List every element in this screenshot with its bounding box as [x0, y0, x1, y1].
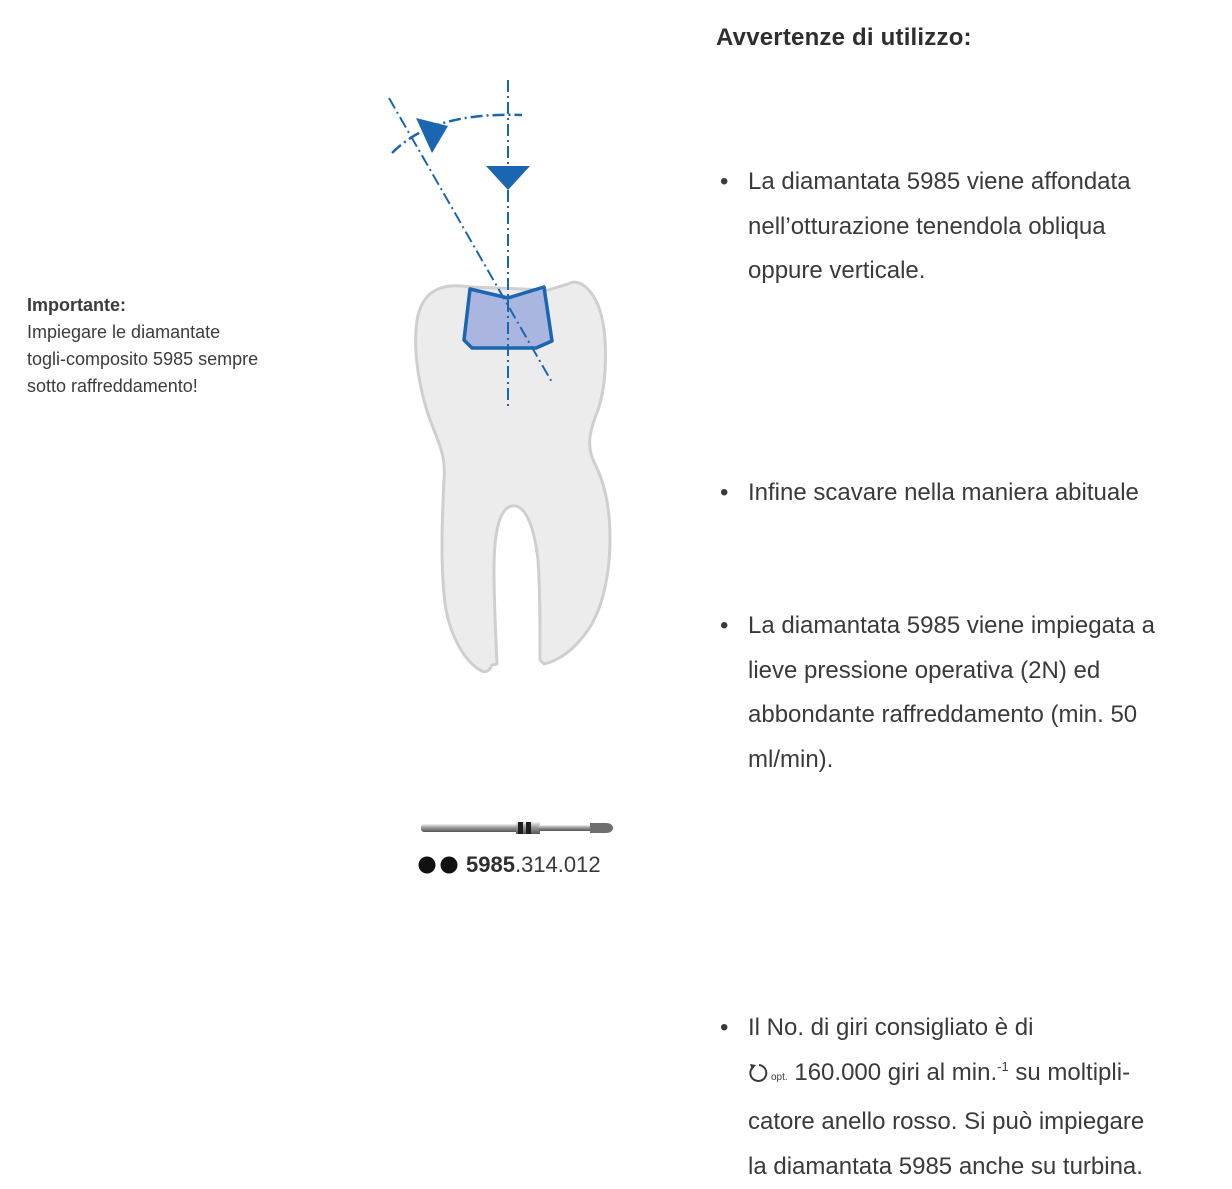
usage-list: [716, 52, 1216, 1180]
bullet-3-line-3: abbondante raffreddamento (min. 50: [748, 701, 1138, 728]
product-code-rest: .314.012: [514, 852, 601, 877]
important-title: Importante:: [27, 295, 126, 315]
rotation-arc: [392, 115, 522, 153]
bullet-item-4: [716, 1006, 1216, 1189]
bur-instrument-image: [420, 818, 615, 842]
grit-dots-icon: [418, 856, 460, 874]
usage-heading: Avvertenze di utilizzo:: [716, 24, 972, 51]
product-code: [418, 852, 601, 878]
rotation-icon: [748, 1062, 770, 1084]
bullet-item-2: [716, 471, 1216, 516]
bullet-4-line-4: la diamantata 5985 anche su turbina.: [748, 1152, 1143, 1180]
bullet-dot: •: [720, 1014, 729, 1041]
important-line-2: togli-composito 5985 sempre: [27, 349, 259, 369]
bullet-4-line-1: Il No. di giri consigliato è di: [748, 1014, 1034, 1041]
bullet-item-3: [716, 604, 1216, 782]
opt-label: opt.: [771, 1071, 788, 1083]
product-code-main: 5985: [466, 852, 515, 877]
down-arrowhead-icon: [486, 166, 530, 190]
speed-tail: su moltipli-: [1008, 1058, 1131, 1086]
bullet-1-line-3: oppure verticale.: [748, 257, 926, 284]
bullet-item-1: [716, 160, 1216, 294]
bullet-3-line-2: lieve pressione operativa (2N) ed: [748, 656, 1101, 684]
bullet-dot: •: [720, 478, 729, 506]
bullet-3-line-1: La diamantata 5985 viene impiegata a: [748, 612, 1155, 639]
bullet-dot: •: [720, 612, 729, 639]
bullet-1-line-1: La diamantata 5985 viene affondata: [748, 168, 1131, 195]
bullet-1-line-2: nell’otturazione tenendola obliqua: [748, 212, 1106, 240]
important-line-3: sotto raffreddamento!: [27, 376, 198, 396]
bullet-3-line-4: ml/min).: [748, 745, 834, 773]
tooth-illustration: [380, 70, 640, 690]
speed-exponent: -1: [997, 1058, 1009, 1074]
bullet-4-line-3: catore anello rosso. Si può impiegare: [748, 1108, 1145, 1135]
arc-arrowhead-icon: [416, 118, 448, 153]
bullet-dot: •: [720, 168, 729, 195]
usage-section: [716, 24, 1216, 1180]
bullet-2-line-1: Infine scavare nella maniera abituale: [748, 478, 1139, 506]
important-line-1: Impiegare le diamantate: [27, 322, 221, 342]
important-note: [27, 292, 317, 400]
speed-value: 160.000 giri al min.: [794, 1058, 998, 1086]
